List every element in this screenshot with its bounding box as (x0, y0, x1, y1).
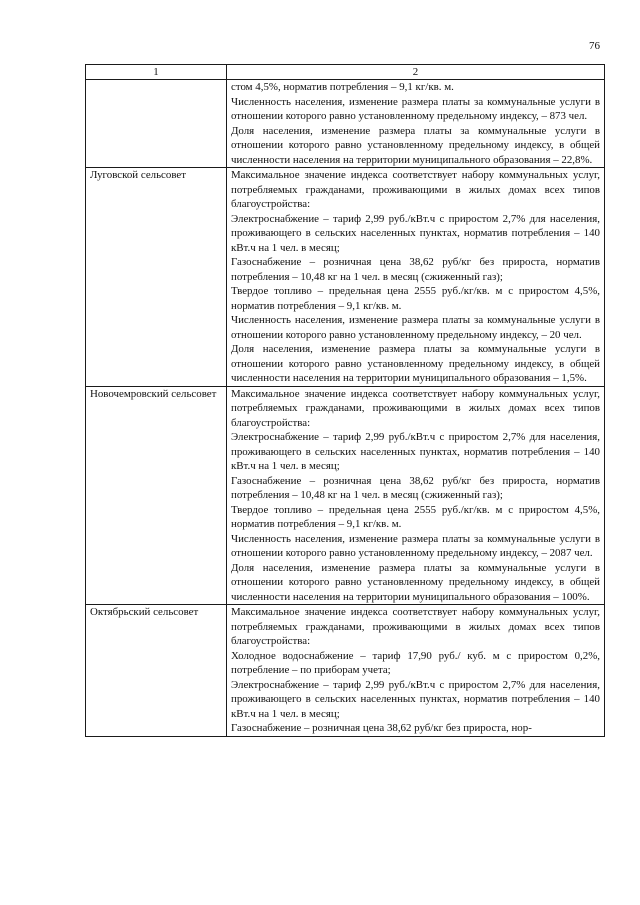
description-paragraph: Холодное водоснабжение – тариф 17,90 руб./ куб. м с приростом 0,2%, потребление – по приборам учета; (231, 649, 600, 676)
tariff-table-body (86, 65, 605, 737)
description-paragraph: Электроснабжение – тариф 2,99 руб./кВт.ч с приростом 2,7% для населения, проживающего в сельских населенных пунктах, норматив потребления – 140 кВт.ч на 1 чел. в месяц; (231, 212, 600, 254)
table-row (86, 605, 605, 737)
tariff-table (85, 64, 605, 737)
municipality-cell (86, 168, 227, 387)
description-paragraph: Численность населения, изменение размера платы за коммунальные услуги в отношении которого равно установленному предельному индексу, – 2087 чел. (231, 532, 600, 559)
description-paragraph: Численность населения, изменение размера платы за коммунальные услуги в отношении которого равно установленному предельному индексу, – 873 чел. (231, 95, 600, 122)
municipality-name: Новочемровский сельсовет (90, 387, 217, 400)
table-row (86, 80, 605, 168)
description-paragraph: Доля населения, изменение размера платы за коммунальные услуги в отношении которого равно установленному предельному индексу, в общей численности населения на территории муниципального образования – 1,5%. (231, 343, 600, 384)
description-paragraph: Электроснабжение – тариф 2,99 руб./кВт.ч с приростом 2,7% для населения, проживающего в сельских населенных пунктах, норматив потребления – 140 кВт.ч на 1 чел. в месяц; (231, 431, 600, 472)
page-number: 76 (589, 40, 600, 52)
description-paragraph: Максимальное значение индекса соответствует набору коммунальных услуг, потребляемых гражданами, проживающими в жилых домах всех типов благоустройства: (231, 169, 600, 210)
municipality-cell (86, 605, 227, 737)
header-col-2: 2 (227, 65, 605, 80)
table-row (86, 386, 605, 605)
municipality-cell (86, 80, 227, 168)
description-cell (227, 168, 605, 387)
municipality-name: Луговской сельсовет (90, 169, 186, 181)
description-paragraph: Доля населения, изменение размера платы за коммунальные услуги в отношении которого равно установленному предельному индексу, в общей численности населения на территории муниципального образования – 22,8%. (231, 124, 600, 166)
table-row (86, 168, 605, 387)
description-paragraph: стом 4,5%, норматив потребления – 9,1 кг/кв. м. (231, 81, 454, 93)
header-col-1: 1 (86, 65, 227, 80)
description-cell (227, 80, 605, 168)
table-header-row (86, 65, 605, 80)
municipality-name: Октябрьский сельсовет (90, 606, 199, 618)
description-paragraph: Газоснабжение – розничная цена 38,62 руб/кг без прироста, норматив потребления – 10,48 кг на 1 чел. в месяц (сжиженный газ); (231, 256, 600, 283)
description-paragraph: Электроснабжение – тариф 2,99 руб./кВт.ч с приростом 2,7% для населения, проживающего в сельских населенных пунктах, норматив потребления – 140 кВт.ч на 1 чел. в месяц; (231, 678, 600, 720)
description-paragraph: Твердое топливо – предельная цена 2555 руб./кг/кв. м с приростом 4,5%, норматив потребления – 9,1 кг/кв. м. (231, 503, 600, 530)
description-paragraph: Твердое топливо – предельная цена 2555 руб./кг/кв. м с приростом 4,5%, норматив потребления – 9,1 кг/кв. м. (231, 285, 600, 312)
description-cell (227, 605, 605, 737)
description-paragraph: Максимальное значение индекса соответствует набору коммунальных услуг, потребляемых гражданами, проживающими в жилых домах всех типов благоустройства: (231, 387, 600, 429)
description-paragraph: Газоснабжение – розничная цена 38,62 руб/кг без прироста, нор- (231, 722, 532, 734)
description-paragraph: Максимальное значение индекса соответствует набору коммунальных услуг, потребляемых гражданами, проживающими в жилых домах всех типов благоустройства: (231, 606, 600, 647)
municipality-cell (86, 386, 227, 605)
description-cell (227, 386, 605, 605)
description-paragraph: Доля населения, изменение размера платы за коммунальные услуги в отношении которого равно установленному предельному индексу, в общей численности населения на территории муниципального образования – 100%. (231, 561, 600, 603)
description-paragraph: Газоснабжение – розничная цена 38,62 руб/кг без прироста, норматив потребления – 10,48 кг на 1 чел. в месяц (сжиженный газ); (231, 474, 600, 501)
description-paragraph: Численность населения, изменение размера платы за коммунальные услуги в отношении которого равно установленному предельному индексу, – 20 чел. (231, 314, 600, 341)
